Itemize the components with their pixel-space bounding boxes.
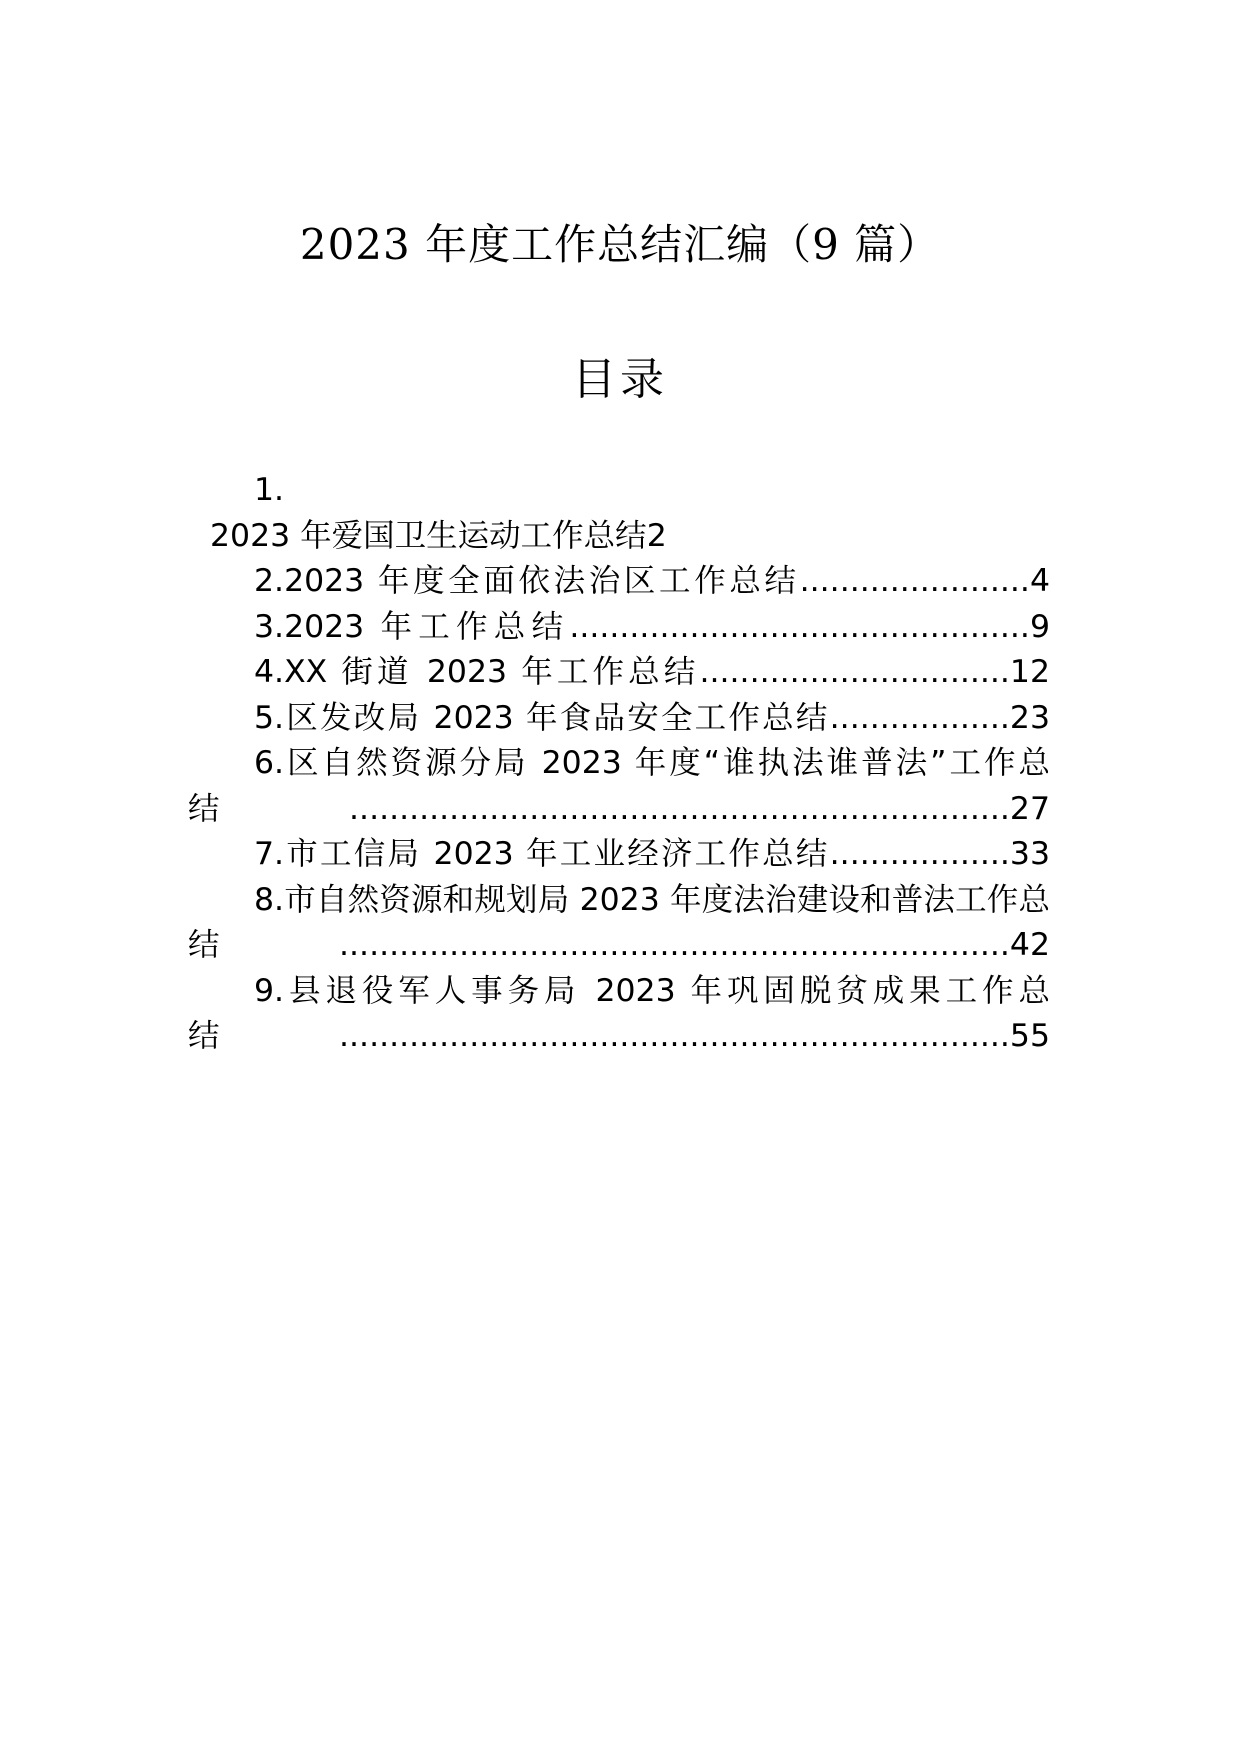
toc-item[interactable] [188, 605, 1050, 651]
toc-item-title: XX 街道 2023 年工作总结 [284, 654, 700, 690]
toc-item-number: 1. [254, 472, 285, 508]
toc-item-number: 7. [254, 836, 285, 872]
toc-item-page: 12 [1009, 654, 1050, 690]
toc-item-leader: ....................... [799, 563, 1030, 599]
toc-item-page: 4 [1029, 563, 1050, 599]
toc-item[interactable] [188, 878, 1050, 969]
toc-item-leader: ................................................................... [339, 1018, 1010, 1054]
toc-item-leader: ................................................................... [339, 927, 1010, 963]
toc-item-title: 2023 年度全面依法治区工作总结 [284, 563, 800, 599]
toc-item[interactable] [188, 741, 1050, 832]
toc-item-leader: .................................................................. [349, 790, 1010, 827]
toc-item[interactable] [188, 696, 1050, 742]
toc-item-number: 4. [254, 654, 285, 690]
toc-item-page: 33 [1009, 836, 1050, 872]
toc-item-page: 9 [1029, 608, 1050, 645]
toc-item-page: 27 [1009, 790, 1050, 827]
toc-item-title: 2023 年工作总结 [284, 608, 570, 645]
toc-item-leader: .................. [829, 836, 1010, 872]
toc-item-page: 42 [1009, 927, 1050, 963]
toc-item-leader: .............................................. [569, 608, 1030, 645]
table-of-contents [188, 468, 1050, 1060]
toc-item[interactable] [188, 969, 1050, 1060]
toc-item-title: 区自然资源分局 2023 年度“谁执法谁普法”工作总结 [188, 745, 1050, 827]
toc-item-number: 8. [254, 881, 285, 918]
toc-item[interactable] [188, 468, 1050, 559]
toc-item-page: 23 [1009, 699, 1050, 736]
document-title: 2023 年度工作总结汇编（9 篇） [299, 220, 941, 269]
toc-item-title: 市自然资源和规划局 2023 年度法治建设和普法工作总结 [188, 881, 1050, 963]
toc-heading: 目录 [572, 354, 668, 405]
toc-item-number: 2. [254, 563, 285, 599]
toc-item-number: 5. [254, 699, 285, 736]
toc-item-number: 9. [254, 972, 285, 1009]
toc-item-number: 3. [254, 608, 285, 645]
toc-item-leader: .................. [829, 699, 1010, 736]
toc-item[interactable] [188, 559, 1050, 605]
toc-item[interactable] [188, 832, 1050, 878]
toc-item-title: 县退役军人事务局 2023 年巩固脱贫成果工作总结 [188, 972, 1050, 1054]
toc-item-title: 2023 年爱国卫生运动工作总结 [210, 517, 647, 554]
toc-item-title: 区发改局 2023 年食品安全工作总结 [284, 699, 830, 736]
toc-item-number: 6. [254, 745, 285, 781]
toc-item[interactable] [188, 650, 1050, 696]
toc-item-page: 2 [646, 517, 667, 554]
toc-item-leader: ............................... [699, 654, 1010, 690]
toc-item-page: 55 [1009, 1018, 1050, 1054]
toc-item-title: 市工信局 2023 年工业经济工作总结 [284, 836, 830, 872]
